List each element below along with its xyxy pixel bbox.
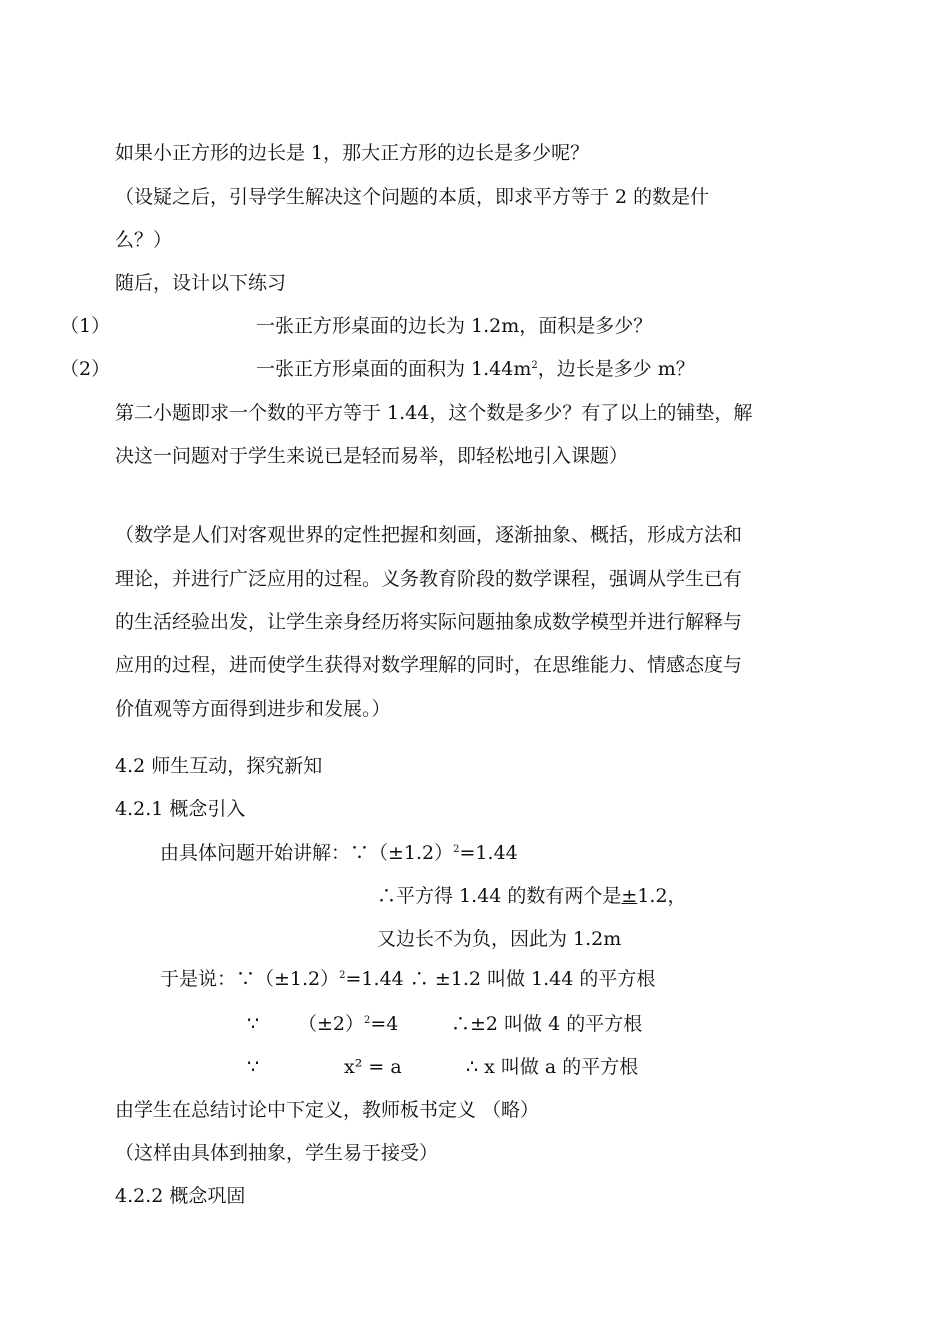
definition-note: 由学生在总结讨论中下定义，教师板书定义 （略） — [115, 1099, 540, 1121]
because-symbol-3: ∵ — [247, 1056, 260, 1078]
therefore-side-positive: 又边长不为负，因此为 1.2m — [377, 928, 622, 950]
therefore-pm2-root: ∴±2 叫做 4 的平方根 — [451, 1013, 643, 1035]
say-equation: 于是说：$\because(\pm 1.2)^2=1.44$ ∴ ±1.2 叫做 1.44 的平方根 — [160, 968, 656, 990]
exercise-2-text: 一张正方形桌面的面积为 $1.44m^2$，边长是多少 m？ — [256, 358, 695, 380]
therefore-two-roots: ∴平方得 1.44 的数有两个是±1.2， — [377, 885, 687, 907]
concrete-to-abstract-note: （这样由具体到抽象，学生易于接受） — [115, 1142, 439, 1164]
intro-equation: 由具体问题开始讲解：$\because(\pm 1.2)^2=1.44$ — [160, 842, 518, 864]
paragraph-doubt-line1: （设疑之后，引导学生解决这个问题的本质，即求平方等于 2 的数是什 — [115, 186, 710, 208]
equation-x-squared-a: x² = a — [344, 1056, 402, 1078]
paragraph-second-question-line2: 决这一问题对于学生来说已是轻而易举，即轻松地引入课题） — [115, 445, 629, 467]
paragraph-doubt-line2: 么？） — [115, 229, 173, 251]
paragraph-math-line5: 价值观等方面得到进步和发展。） — [115, 698, 391, 720]
exercise-1-text: 一张正方形桌面的边长为 1.2m，面积是多少？ — [256, 315, 653, 337]
exercise-1-number: （1） — [60, 315, 111, 337]
exercise-2-number: （2） — [60, 358, 111, 380]
because-symbol-2: ∵ — [247, 1013, 260, 1035]
paragraph-second-question-line1: 第二小题即求一个数的平方等于 1.44，这个数是多少？有了以上的铺垫，解 — [115, 402, 753, 424]
paragraph-math-line3: 的生活经验出发，让学生亲身经历将实际问题抽象成数学模型并进行解释与 — [115, 611, 743, 633]
paragraph-math-line4: 应用的过程，进而使学生获得对数学理解的同时，在思维能力、情感态度与 — [115, 654, 743, 676]
paragraph-question: 如果小正方形的边长是 1，那大正方形的边长是多少呢？ — [115, 142, 590, 164]
equation-pm2-squared: $(\pm 2)^2=4$ — [298, 1013, 399, 1035]
section-heading-4-2-1: 4.2.1 概念引入 — [115, 798, 246, 820]
paragraph-exercise-intro: 随后，设计以下练习 — [115, 272, 287, 294]
section-heading-4-2: 4.2 师生互动，探究新知 — [115, 755, 323, 777]
therefore-x-root: ∴ x 叫做 a 的平方根 — [466, 1056, 639, 1078]
paragraph-math-line1: （数学是人们对客观世界的定性把握和刻画，逐渐抽象、概括，形成方法和 — [115, 524, 743, 546]
section-heading-4-2-2: 4.2.2 概念巩固 — [115, 1185, 246, 1207]
paragraph-math-line2: 理论，并进行广泛应用的过程。义务教育阶段的数学课程，强调从学生已有 — [115, 568, 743, 590]
